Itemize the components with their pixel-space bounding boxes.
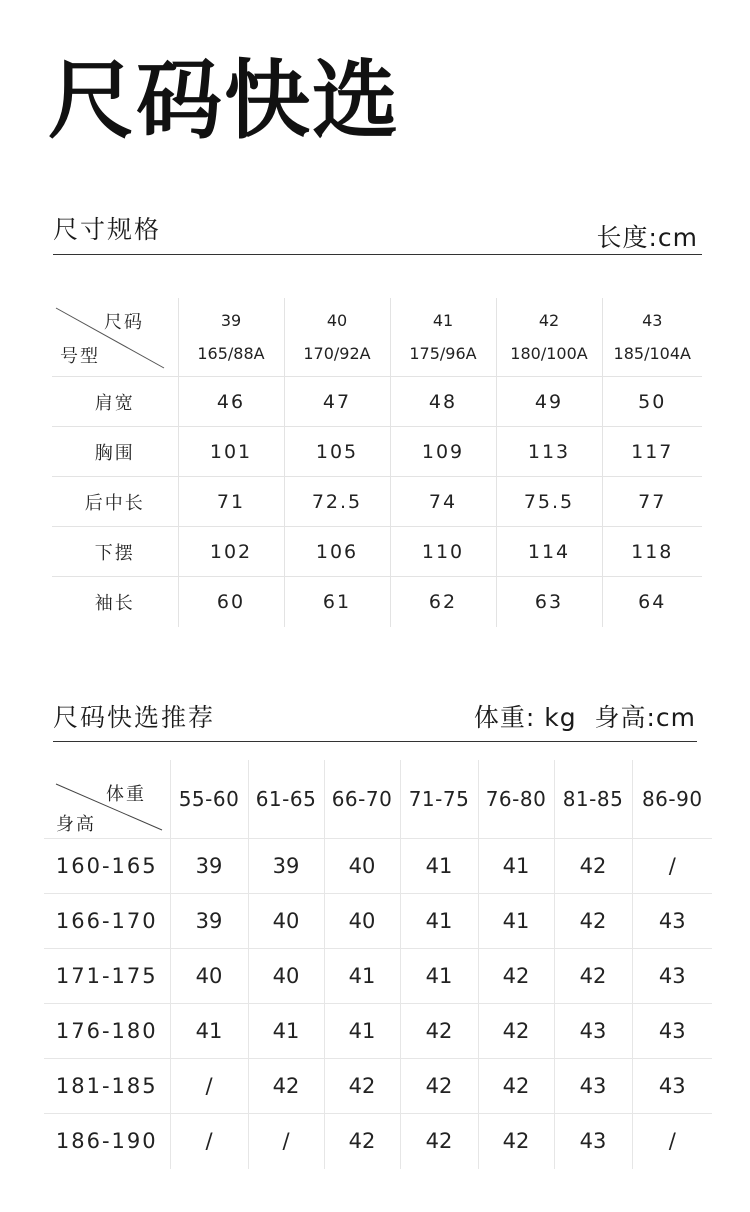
corner-label-size: 尺码 <box>104 312 144 333</box>
table-cell: / <box>248 1114 324 1169</box>
table-cell: 106 <box>284 527 390 577</box>
table-row <box>44 1114 712 1169</box>
spec-header-row <box>52 298 702 377</box>
spec-row-sleeve <box>52 577 702 627</box>
table-cell: 41 <box>478 839 554 894</box>
table-cell: 41 <box>478 894 554 949</box>
table-cell: 63 <box>496 577 602 627</box>
row-label: 袖长 <box>52 577 178 627</box>
table-cell: 41 <box>400 894 478 949</box>
recommend-corner-cell <box>44 760 170 839</box>
table-cell: 42 <box>554 894 632 949</box>
table-cell: 41 <box>170 1004 248 1059</box>
table-cell: 39 <box>170 894 248 949</box>
height-row-label: 176-180 <box>44 1004 170 1059</box>
height-row-label: 166-170 <box>44 894 170 949</box>
row-label: 胸围 <box>52 427 178 477</box>
recommend-divider <box>53 741 697 742</box>
recommend-header-row <box>44 760 712 839</box>
table-cell: 114 <box>496 527 602 577</box>
spec-row-shoulder <box>52 377 702 427</box>
spec-divider <box>53 254 702 255</box>
table-cell: 43 <box>632 1059 712 1114</box>
weight-col-header: 55-60 <box>170 760 248 839</box>
corner-label-model: 号型 <box>60 346 100 367</box>
size-recommend-table <box>44 760 712 1169</box>
size-col-39: 39 165/88A <box>178 298 284 377</box>
table-cell: 72.5 <box>284 477 390 527</box>
table-cell: 42 <box>400 1114 478 1169</box>
recommend-unit-label: 体重: kg 身高:cm <box>473 703 696 732</box>
table-row <box>44 1059 712 1114</box>
table-cell: 41 <box>400 949 478 1004</box>
table-cell: 48 <box>390 377 496 427</box>
spec-section-title: 尺寸规格 <box>53 215 162 244</box>
table-cell: / <box>170 1114 248 1169</box>
weight-col-header: 76-80 <box>478 760 554 839</box>
table-cell: 40 <box>170 949 248 1004</box>
table-cell: 77 <box>602 477 702 527</box>
recommend-section-title: 尺码快选推荐 <box>53 703 216 732</box>
spec-row-hem <box>52 527 702 577</box>
table-cell: 71 <box>178 477 284 527</box>
table-cell: 118 <box>602 527 702 577</box>
weight-col-header: 61-65 <box>248 760 324 839</box>
table-cell: 43 <box>554 1004 632 1059</box>
height-row-label: 181-185 <box>44 1059 170 1114</box>
table-cell: 41 <box>324 949 400 1004</box>
table-cell: 41 <box>324 1004 400 1059</box>
table-cell: 42 <box>478 1004 554 1059</box>
table-cell: 43 <box>632 949 712 1004</box>
table-cell: 43 <box>554 1114 632 1169</box>
table-cell: 42 <box>248 1059 324 1114</box>
table-cell: 42 <box>478 1059 554 1114</box>
weight-col-header: 66-70 <box>324 760 400 839</box>
table-cell: 41 <box>248 1004 324 1059</box>
table-row <box>44 949 712 1004</box>
table-cell: 75.5 <box>496 477 602 527</box>
table-cell: 43 <box>632 894 712 949</box>
table-cell: 40 <box>248 894 324 949</box>
height-row-label: 160-165 <box>44 839 170 894</box>
table-cell: 40 <box>324 894 400 949</box>
weight-col-header: 71-75 <box>400 760 478 839</box>
table-cell: 50 <box>602 377 702 427</box>
table-cell: 42 <box>478 1114 554 1169</box>
table-cell: / <box>632 839 712 894</box>
table-cell: 105 <box>284 427 390 477</box>
row-label: 下摆 <box>52 527 178 577</box>
table-cell: 42 <box>324 1059 400 1114</box>
table-cell: 61 <box>284 577 390 627</box>
table-row <box>44 1004 712 1059</box>
table-cell: 40 <box>248 949 324 1004</box>
table-cell: 39 <box>248 839 324 894</box>
table-cell: 39 <box>170 839 248 894</box>
table-row <box>44 839 712 894</box>
spec-corner-cell <box>52 298 178 377</box>
table-cell: 42 <box>324 1114 400 1169</box>
height-row-label: 171-175 <box>44 949 170 1004</box>
spec-unit-label: 长度:cm <box>596 223 698 252</box>
weight-col-header: 81-85 <box>554 760 632 839</box>
table-cell: / <box>170 1059 248 1114</box>
table-cell: 113 <box>496 427 602 477</box>
spec-row-back-length <box>52 477 702 527</box>
table-cell: 62 <box>390 577 496 627</box>
corner-label-weight: 体重 <box>106 784 146 805</box>
table-cell: 42 <box>400 1059 478 1114</box>
table-cell: 110 <box>390 527 496 577</box>
table-cell: 42 <box>554 839 632 894</box>
table-cell: 42 <box>478 949 554 1004</box>
table-cell: 46 <box>178 377 284 427</box>
weight-col-header: 86-90 <box>641 787 703 811</box>
table-cell: 42 <box>554 949 632 1004</box>
row-label: 后中长 <box>52 477 178 527</box>
size-col-43: 43 185/104A <box>613 311 691 363</box>
table-cell: 49 <box>496 377 602 427</box>
height-row-label: 186-190 <box>44 1114 170 1169</box>
size-col-42: 42 180/100A <box>496 298 602 377</box>
table-cell: 74 <box>390 477 496 527</box>
table-cell: 60 <box>178 577 284 627</box>
table-cell: 64 <box>602 577 702 627</box>
table-cell: 47 <box>284 377 390 427</box>
size-spec-table <box>52 298 702 627</box>
size-col-41: 41 175/96A <box>390 298 496 377</box>
table-cell: / <box>632 1114 712 1169</box>
table-cell: 117 <box>602 427 702 477</box>
table-cell: 101 <box>178 427 284 477</box>
spec-row-chest <box>52 427 702 477</box>
size-col-40: 40 170/92A <box>284 298 390 377</box>
page-title: 尺码快选 <box>48 51 400 151</box>
table-cell: 43 <box>632 1004 712 1059</box>
row-label: 肩宽 <box>52 377 178 427</box>
table-cell: 43 <box>554 1059 632 1114</box>
table-cell: 109 <box>390 427 496 477</box>
corner-label-height: 身高 <box>56 814 96 835</box>
table-cell: 41 <box>400 839 478 894</box>
table-cell: 40 <box>324 839 400 894</box>
table-cell: 42 <box>400 1004 478 1059</box>
table-row <box>44 894 712 949</box>
table-cell: 102 <box>178 527 284 577</box>
